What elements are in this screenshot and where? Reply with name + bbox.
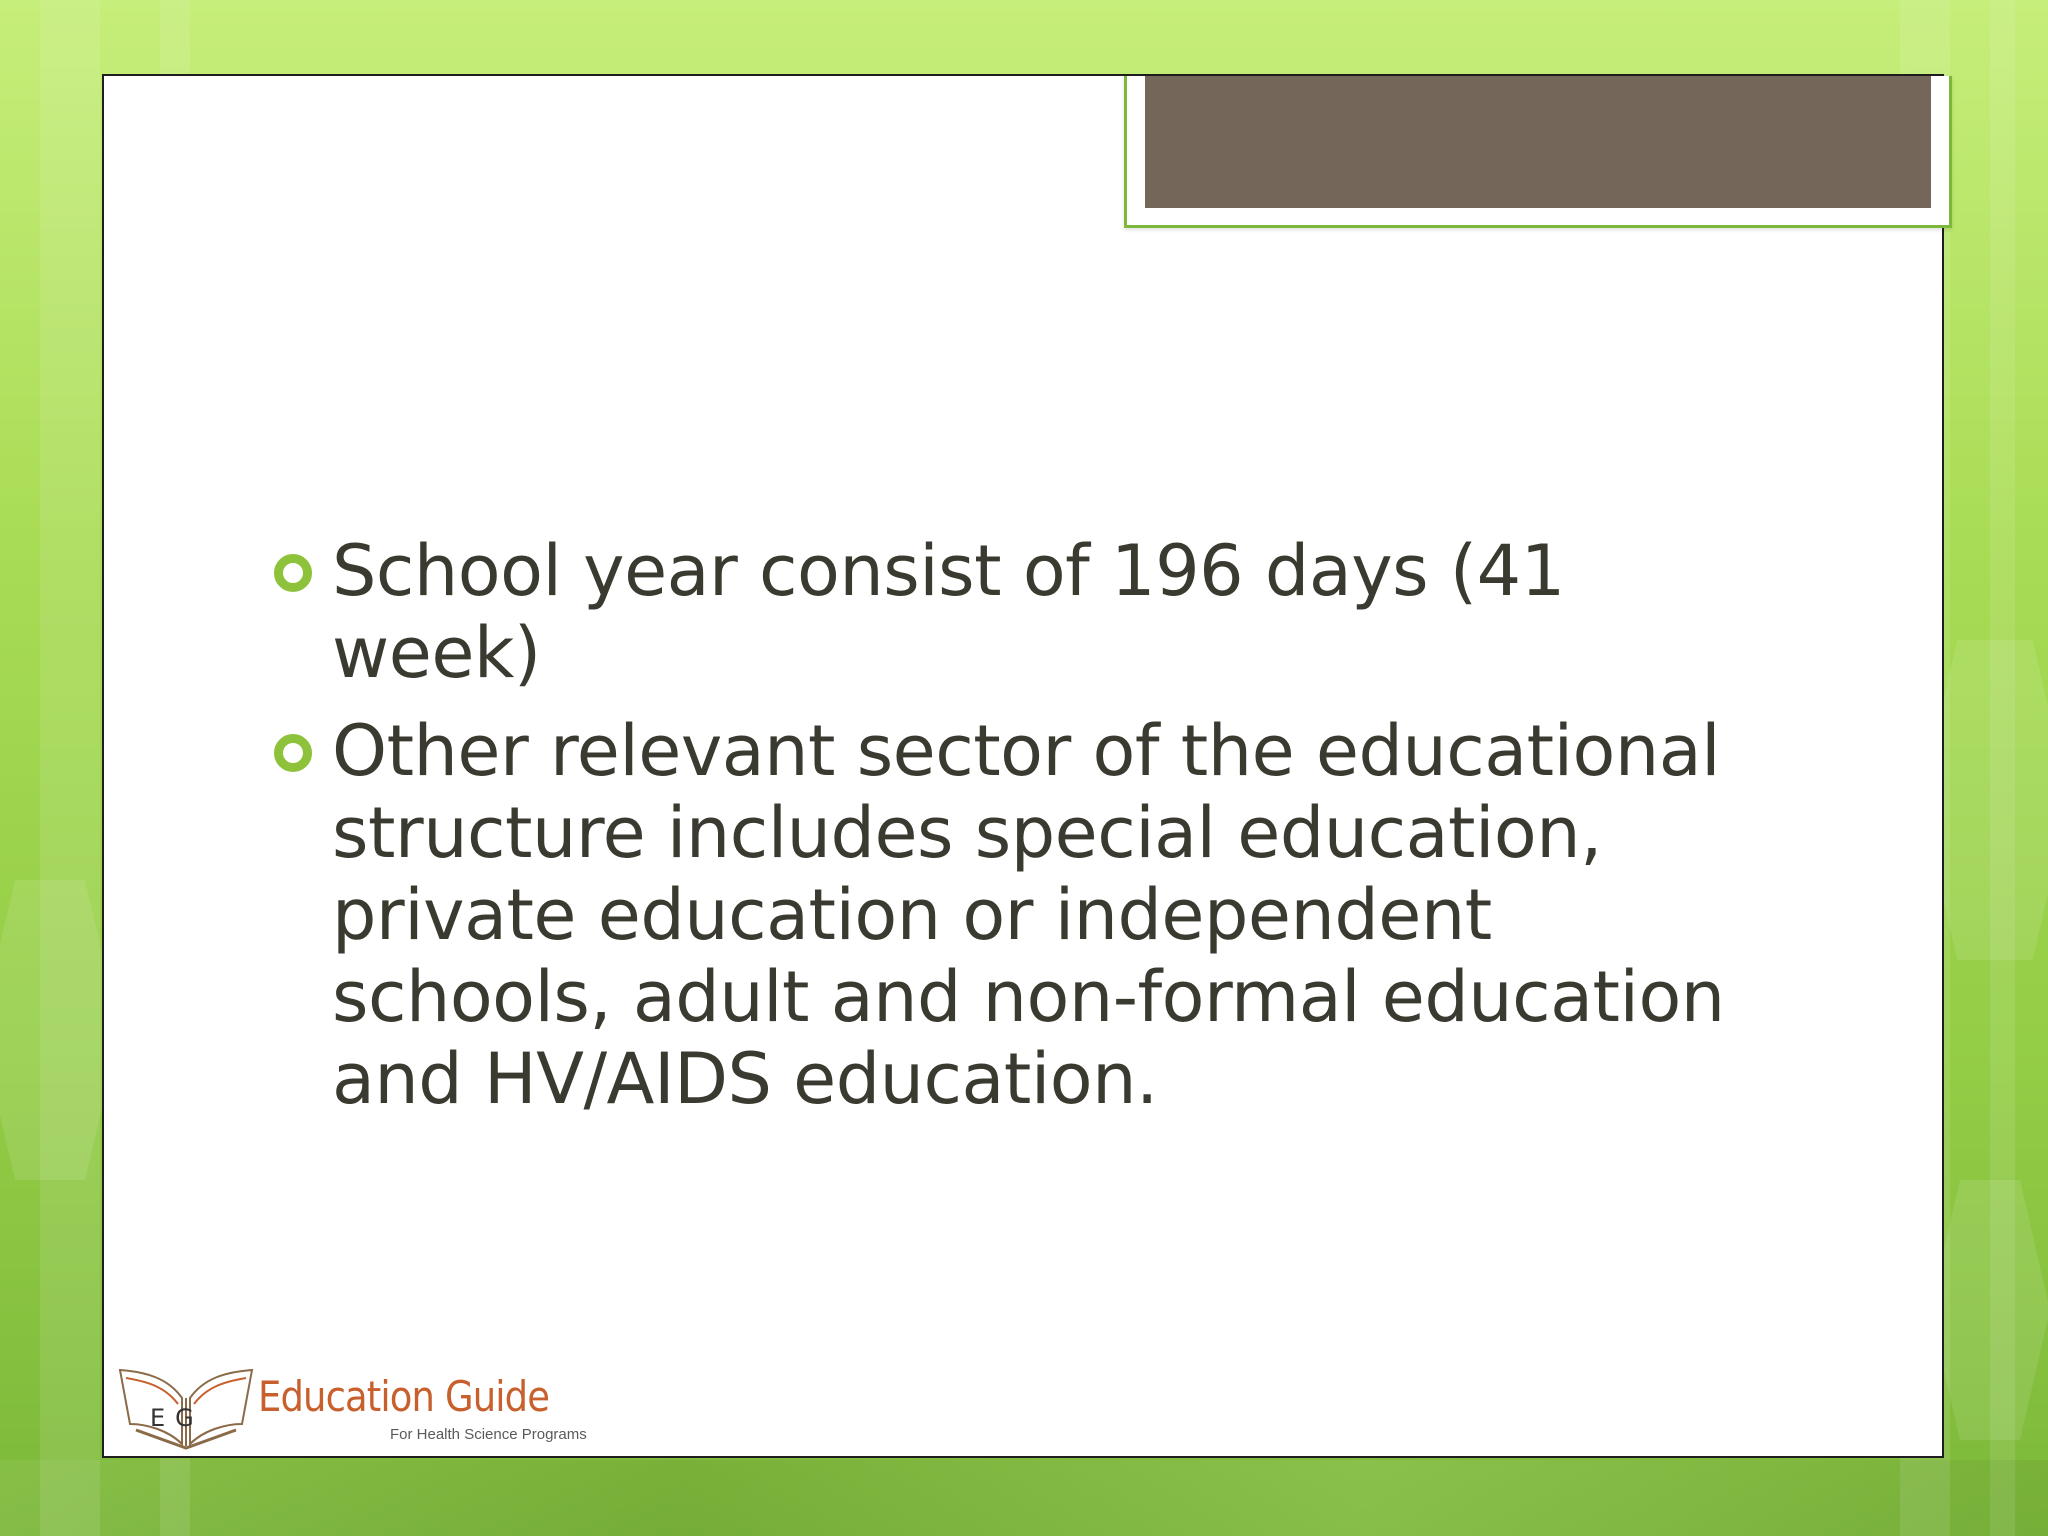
ring-bullet-icon	[274, 554, 312, 592]
slide-title	[1145, 76, 1931, 208]
bullet-item	[270, 710, 1730, 1120]
open-book-wings-icon	[116, 1364, 256, 1450]
title-tab	[1124, 76, 1952, 228]
bullet-text: Other relevant sector of the educational structure includes special education, private education or independent schools, adult and non-formal education and HV/AIDS education.	[332, 710, 1725, 1120]
bullet-item	[270, 530, 1730, 694]
logo-name: Education Guide	[258, 1372, 550, 1421]
logo-tagline: For Health Science Programs	[390, 1426, 587, 1443]
logo-emblem-letters: EG	[150, 1404, 204, 1432]
ring-bullet-icon	[274, 734, 312, 772]
background-stripe	[40, 0, 100, 1536]
education-guide-logo	[116, 1364, 586, 1450]
bullet-text: School year consist of 196 days (41 week)	[332, 530, 1565, 694]
bullet-list	[270, 530, 1730, 1136]
background-bottom-band	[0, 1460, 2048, 1536]
